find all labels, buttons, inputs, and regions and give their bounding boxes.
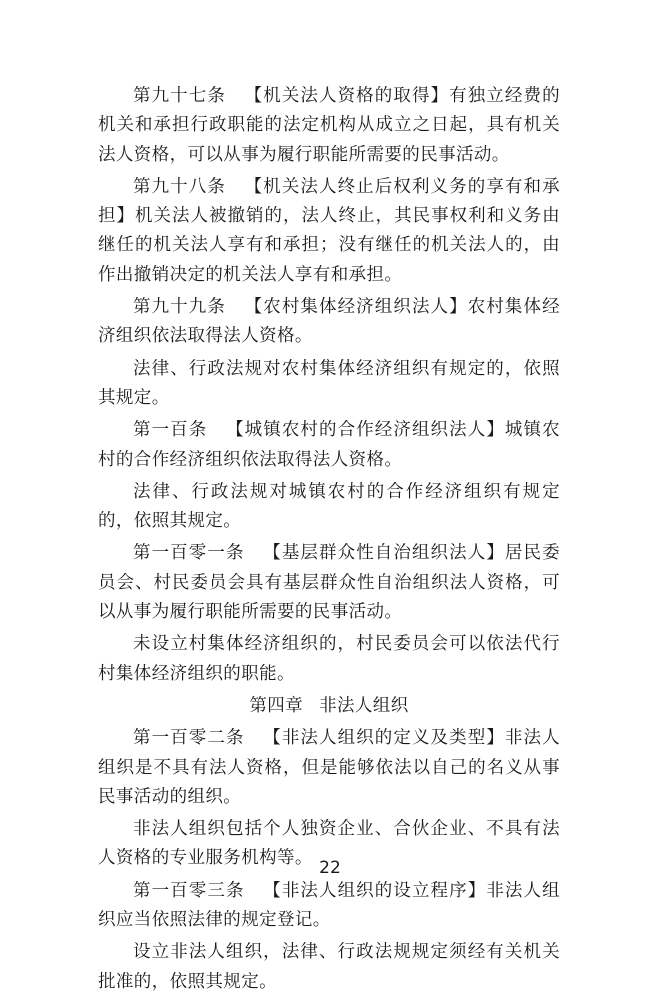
article-title: 【城镇农村的合作经济组织法人】 xyxy=(225,420,505,441)
article-103-paragraph-2 xyxy=(98,938,560,997)
article-number: 第一百零二条 xyxy=(133,728,245,749)
article-99-paragraph-2 xyxy=(98,355,560,414)
chapter-title: 非法人组织 xyxy=(319,695,409,716)
chapter-number: 第四章 xyxy=(249,695,304,716)
article-title: 【非法人组织的定义及类型】 xyxy=(262,728,505,749)
paragraph-text: 法律、行政法规对农村集体经济组织有规定的，依照其规定。 xyxy=(98,358,560,408)
paragraph-text: 设立非法人组织，法律、行政法规规定须经有关机关批准的，依照其规定。 xyxy=(98,942,560,992)
article-number: 第一百零一条 xyxy=(133,543,245,564)
article-text: 城镇农村的合作经济组织依法取得法人资格。 xyxy=(98,420,561,470)
article-103 xyxy=(98,877,560,936)
article-number: 第九十九条 xyxy=(133,297,226,318)
chapter-heading xyxy=(98,692,560,721)
page-number: 22 xyxy=(319,858,341,878)
article-number: 第一百条 xyxy=(133,420,208,441)
article-title: 【机关法人终止后权利义务的享有和承担】 xyxy=(98,176,560,227)
article-100 xyxy=(98,416,560,475)
article-98 xyxy=(98,173,560,290)
article-title: 【基层群众性自治组织法人】 xyxy=(262,543,505,564)
paragraph-text: 非法人组织包括个人独资企业、合伙企业、不具有法人资格的专业服务机构等。 xyxy=(98,819,560,869)
article-text: 居民委员会、村民委员会具有基层群众性自治组织法人资格，可以从事为履行职能所需要的民事活动。 xyxy=(98,543,561,623)
paragraph-text: 未设立村集体经济组织的，村民委员会可以依法代行村集体经济组织的职能。 xyxy=(98,634,560,684)
article-title: 【农村集体经济组织法人】 xyxy=(243,297,468,318)
article-title: 【非法人组织的设立程序】 xyxy=(262,880,487,901)
article-101 xyxy=(98,539,560,627)
article-101-paragraph-2 xyxy=(98,630,560,689)
article-text: 农村集体经济组织依法取得法人资格。 xyxy=(98,297,560,347)
article-text: 非法人组织是不具有法人资格，但是能够依法以自己的名义从事民事活动的组织。 xyxy=(98,728,561,807)
article-text: 机关法人被撤销的，法人终止，其民事权利和义务由继任的机关法人享有和承担；没有继任的机关法人的，由作出撤销决定的机关法人享有和承担。 xyxy=(98,206,560,285)
article-number: 第九十八条 xyxy=(133,176,226,197)
article-97 xyxy=(98,82,560,170)
article-102 xyxy=(98,724,560,812)
article-99 xyxy=(98,293,560,352)
article-number: 第九十七条 xyxy=(133,86,226,106)
article-100-paragraph-2 xyxy=(98,478,560,537)
article-title: 【机关法人资格的取得】 xyxy=(243,86,450,106)
article-text: 有独立经费的机关和承担行政职能的法定机构从成立之日起，具有机关法人资格，可以从事为履行职能所需要的民事活动。 xyxy=(98,86,560,165)
article-number: 第一百零三条 xyxy=(133,880,245,901)
paragraph-text: 法律、行政法规对城镇农村的合作经济组织有规定的，依照其规定。 xyxy=(98,481,560,532)
article-text: 非法人组织应当依照法律的规定登记。 xyxy=(98,880,560,931)
